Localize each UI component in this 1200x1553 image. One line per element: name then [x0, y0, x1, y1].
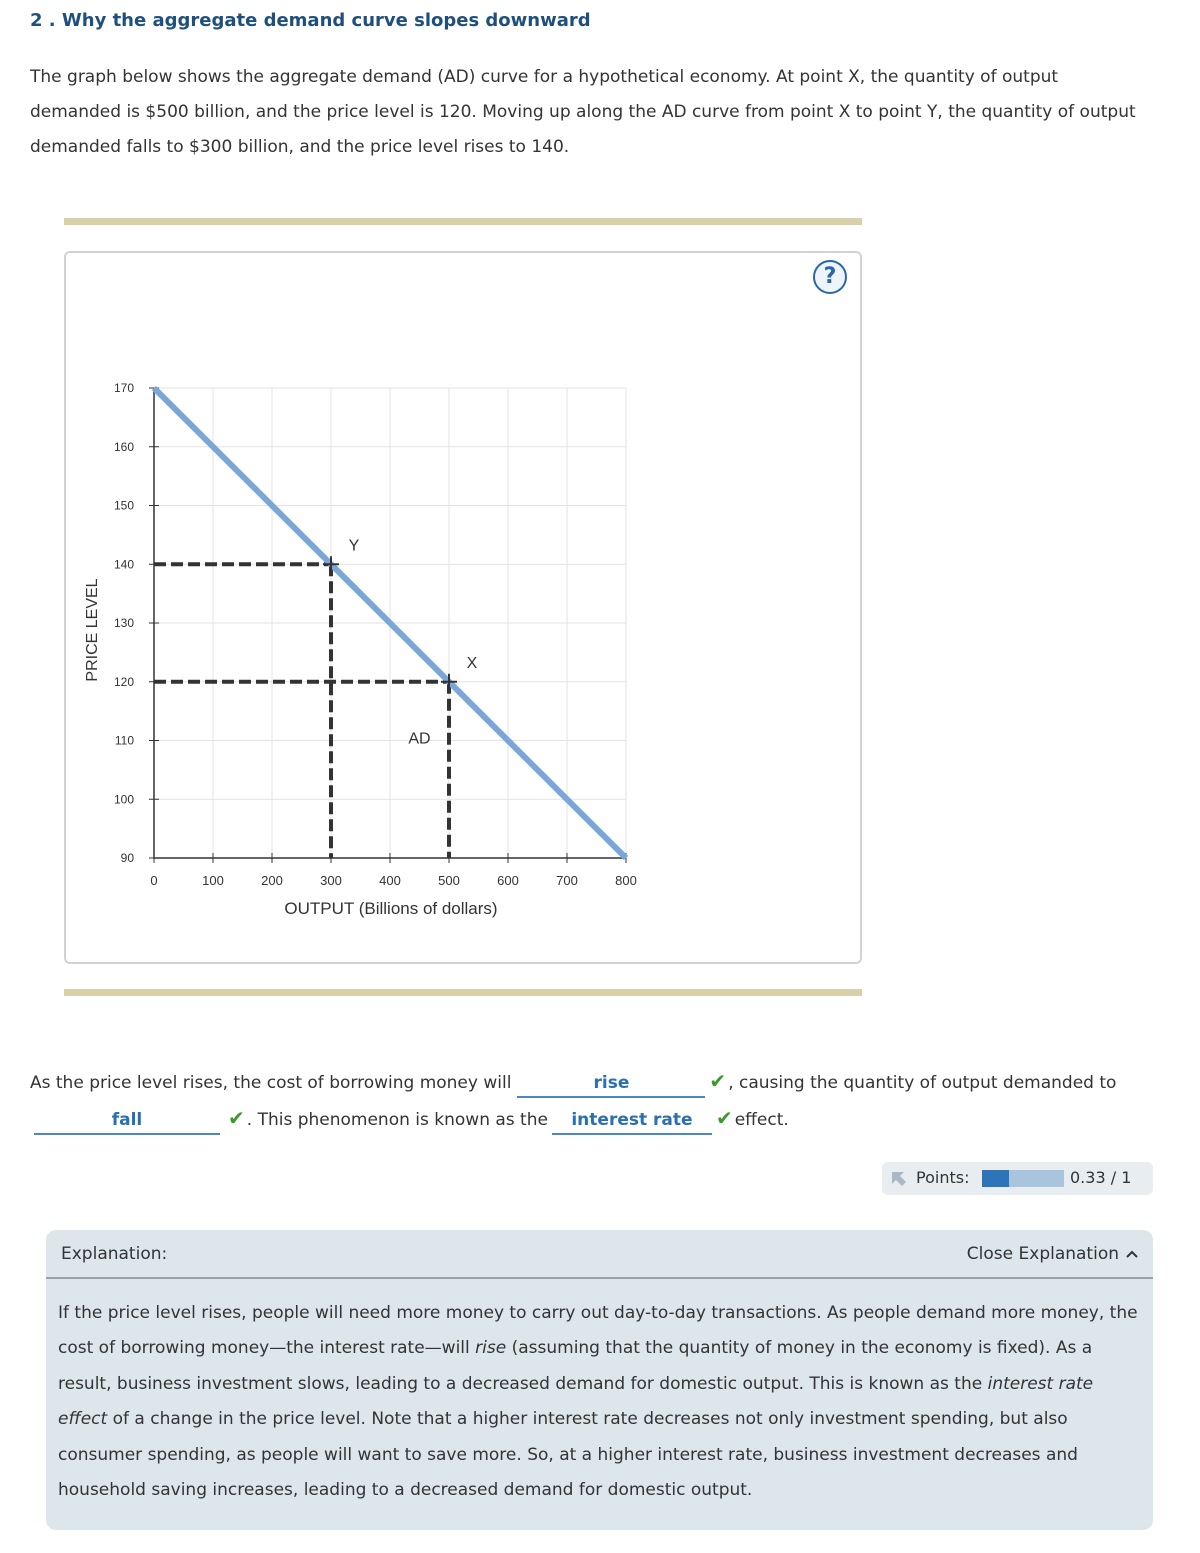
answer-dropdown-effect-name[interactable]: interest rate [552, 1107, 712, 1135]
x-tick-label: 300 [320, 873, 342, 888]
close-explanation-button[interactable] [967, 1244, 1139, 1264]
answer-area [30, 1064, 1160, 1138]
chart-guides [154, 564, 449, 858]
chart-points [323, 537, 478, 690]
points-progress-fill [982, 1170, 1009, 1187]
close-explanation-label: Close Explanation [966, 1244, 1119, 1264]
explanation-header [46, 1230, 1153, 1279]
chevron-up-icon [1125, 1249, 1139, 1259]
graph-panel [64, 251, 862, 964]
x-tick-label: 100 [202, 873, 224, 888]
answer-text-3: . This phenomenon is known as the [246, 1110, 548, 1130]
question-title: 2 . Why the aggregate demand curve slopes downward [30, 10, 591, 31]
x-tick-label: 0 [150, 873, 158, 888]
y-axis-label: PRICE LEVEL [84, 578, 101, 682]
answer-dropdown-borrowing-cost[interactable]: rise [517, 1070, 705, 1098]
x-tick-label: 200 [261, 873, 283, 888]
x-tick-label: 500 [438, 873, 460, 888]
check-icon: ✔ [715, 1106, 733, 1130]
chart-ticks [114, 381, 637, 888]
x-tick-label: 700 [556, 873, 578, 888]
explanation-text-part: If the price level rises, people will need more money to carry out day-to-day transactions. As people demand more money, the cost of borrowing money—the interest rate—will [58, 1303, 1138, 1359]
y-tick-label: 110 [114, 733, 134, 748]
answer-text-1: As the price level rises, the cost of borrowing money will [30, 1073, 512, 1093]
x-tick-label: 400 [379, 873, 401, 888]
points-progress-bar [982, 1170, 1064, 1187]
explanation-text-part: of a change in the price level. Note that a higher interest rate decreases not only investment spending, but also consumer spending, as people will want to save more. So, at a higher interest rate, business investment decreases and household saving increases, leading to a decreased demand for domestic output. [58, 1409, 1078, 1501]
help-button[interactable]: ? [813, 260, 847, 294]
y-tick-label: 170 [113, 381, 134, 395]
explanation-panel [46, 1230, 1153, 1530]
y-tick-label: 160 [113, 439, 134, 454]
y-tick-label: 130 [113, 616, 134, 630]
answer-text-4: effect. [734, 1110, 789, 1130]
points-label: Points: [916, 1168, 970, 1187]
y-tick-label: 150 [113, 498, 134, 513]
ad-curve-label: AD [408, 730, 431, 748]
y-tick-label: 90 [120, 851, 134, 865]
y-tick-label: 140 [113, 557, 134, 572]
y-tick-label: 120 [113, 674, 134, 689]
divider-top [64, 218, 862, 225]
ad-chart [66, 253, 864, 966]
check-icon: ✔ [709, 1069, 727, 1093]
points-arrow-icon [891, 1171, 907, 1187]
points-value: 0.33 / 1 [1070, 1168, 1132, 1187]
explanation-emphasis: rise [475, 1338, 507, 1359]
y-tick-label: 100 [113, 792, 134, 807]
explanation-text-part: (assuming that the quantity of money in the economy is fixed). As a result, business investment slows, leading to a decreased demand for domestic output. This is known as the [58, 1338, 1093, 1394]
x-tick-label: 800 [615, 873, 637, 888]
check-icon: ✔ [228, 1106, 245, 1130]
answer-text-2: , causing the quantity of output demanded to [728, 1073, 1117, 1093]
divider-bottom [64, 989, 862, 996]
explanation-label: Explanation: [61, 1244, 168, 1264]
answer-dropdown-quantity-demanded[interactable]: fall [34, 1107, 220, 1135]
explanation-emphasis: interest rate effect [58, 1373, 1094, 1430]
x-tick-label: 600 [497, 873, 519, 888]
explanation-text [58, 1296, 1143, 1508]
question-intro: The graph below shows the aggregate demand (AD) curve for a hypothetical economy. At point X, the quantity of output demanded is $500 billion, and the price level is 120. Moving up along the AD curve from point X to point Y, the quantity of output demanded falls to $300 billion, and the price level rises to 140. [30, 67, 1136, 157]
point-label: Y [348, 537, 360, 555]
points-box [882, 1162, 1153, 1195]
point-label: X [466, 654, 478, 672]
x-axis-label: OUTPUT (Billions of dollars) [284, 899, 498, 918]
